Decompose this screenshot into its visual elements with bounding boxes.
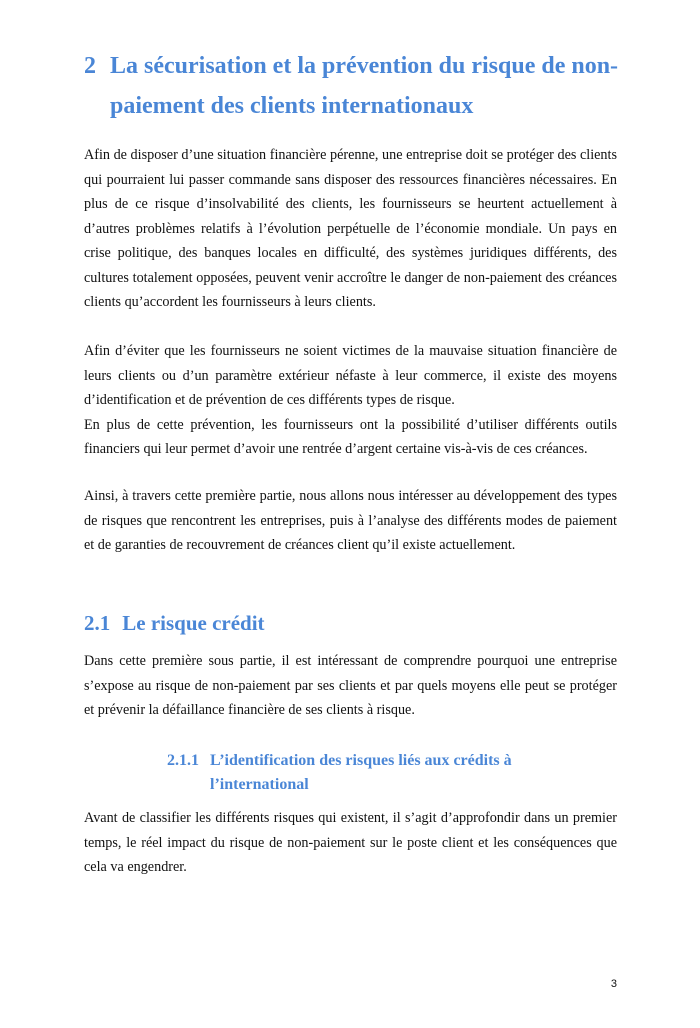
intro-paragraph-2	[84, 339, 617, 462]
section-2-1-1-paragraph: Avant de classifier les différents risques qui existent, il s’agit d’approfondir dans un premier temps, le réel impact du risque de non-paiement sur le poste client et les conséquences que cela va engendrer.	[84, 810, 617, 875]
intro-paragraph-2-part-1: Afin d’éviter que les fournisseurs ne soient victimes de la mauvaise situation financière de leurs clients ou d’un paramètre extérieur néfaste à leur commerce, il existe des moyens d’identification et de prévention de ces différents types de risque.	[84, 343, 617, 408]
intro-paragraph-2-part-2: En plus de cette prévention, les fournisseurs ont la possibilité d’utiliser différents outils financiers qui leur permet d’avoir une rentrée d’argent certaine vis-à-vis de ces créances.	[84, 416, 617, 457]
section-title-2-1: Le risque crédit	[122, 611, 265, 635]
subsection-heading-2-1-1	[167, 749, 587, 797]
subsection-number-2-1-1: 2.1.1	[167, 752, 199, 769]
subsection-title-2-1-1: L’identification des risques liés aux crédits à l’international	[210, 752, 512, 793]
section-2-1-paragraph: Dans cette première sous partie, il est intéressant de comprendre pourquoi une entreprise s’expose au risque de non-paiement par ses clients et par quels moyens elle peut se protéger et prévenir la défaillance financière de ses clients à risque.	[84, 653, 617, 718]
intro-paragraph-1: Afin de disposer d’une situation financière pérenne, une entreprise doit se protéger des clients qui pourraient lui passer commande sans disposer des ressources financières nécessaires. En plus de ce risque d’insolvabilité des clients, les fournisseurs se heurtent actuellement à d’autres problèmes relatifs à l’évolution perpétuelle de l’économie mondiale. Un pays en crise politique, des banques locales en difficulté, des systèmes juridiques différents, des cultures totalement opposées, peuvent venir accroître le danger de non-paiement des créances clients qu’accordent les fournisseurs à leurs clients.	[84, 147, 617, 310]
page-number: 3	[610, 978, 617, 990]
chapter-heading	[84, 46, 644, 126]
chapter-title: La sécurisation et la prévention du risque de non-paiement des clients internationaux	[110, 53, 619, 119]
section-number-2-1: 2.1	[84, 611, 111, 635]
intro-paragraph-3: Ainsi, à travers cette première partie, nous allons nous intéresser au développement des types de risques que rencontrent les entreprises, puis à l’analyse des différents modes de paiement et de garanties de recouvrement de créances client qu’il existe actuellement.	[84, 488, 617, 553]
section-heading-2-1	[84, 608, 265, 638]
chapter-number: 2	[84, 53, 96, 79]
